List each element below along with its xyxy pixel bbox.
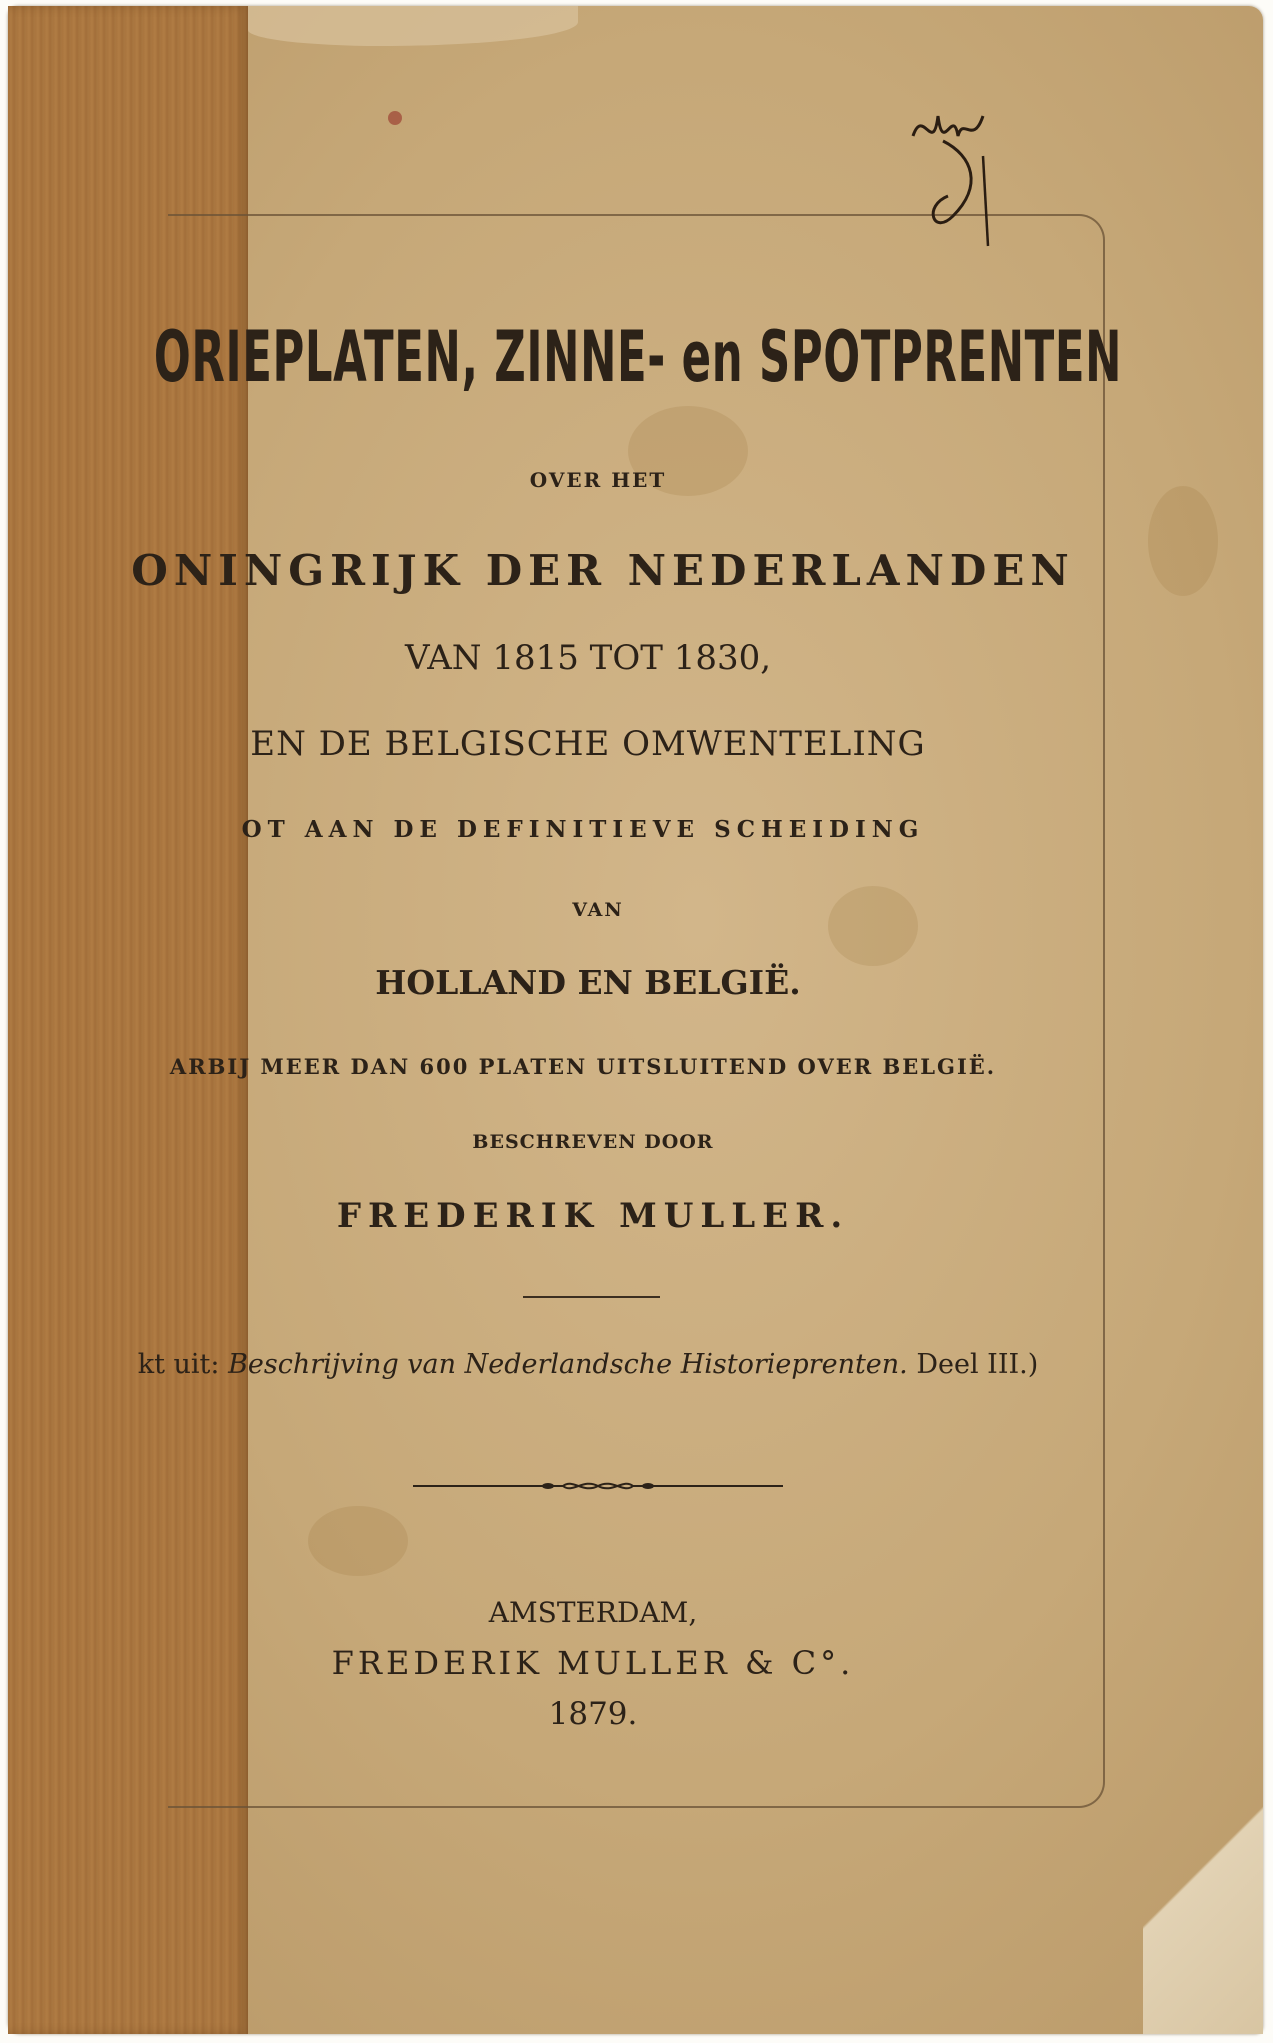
author-name: FREDERIK MULLER.: [336, 1196, 850, 1236]
city-line: AMSTERDAM,: [488, 1596, 698, 1629]
revolution-line: EN DE BELGISCHE OMWENTELING: [250, 724, 926, 764]
separation-line: OT AAN DE DEFINITIEVE SCHEIDING: [241, 816, 925, 843]
book-cover: [8, 6, 1263, 2034]
period-line: VAN 1815 TOT 1830,: [404, 638, 772, 678]
described-by-line: BESCHREVEN DOOR: [472, 1131, 714, 1153]
extract-title: Beschrijving van Nederlandsche Historieprenten.: [228, 1349, 908, 1380]
title-page-text: [131, 6, 1123, 2034]
foxing-stain: [1148, 486, 1218, 596]
over-het-line: OVER HET: [529, 468, 667, 492]
plates-note-line: ARBIJ MEER DAN 600 PLATEN UITSLUITEND OVER BELGIË.: [169, 1054, 997, 1079]
ornamental-divider: [413, 1476, 783, 1496]
main-title: ORIEPLATEN, ZINNE- en SPOTPRENTEN: [153, 316, 1123, 398]
extract-prefix: kt uit:: [137, 1349, 220, 1380]
publisher-line: FREDERIK MULLER & C°.: [331, 1644, 855, 1682]
year-line: 1879.: [548, 1696, 638, 1732]
extract-suffix: Deel III.): [916, 1349, 1039, 1380]
short-rule: [523, 1296, 660, 1298]
van-line: VAN: [572, 899, 624, 921]
kingdom-line: ONINGRIJK DER NEDERLANDEN: [131, 546, 1075, 595]
worn-corner: [1143, 1774, 1263, 2034]
countries-line: HOLLAND EN BELGIË.: [375, 963, 801, 1002]
extract-line: [138, 1349, 1039, 1380]
